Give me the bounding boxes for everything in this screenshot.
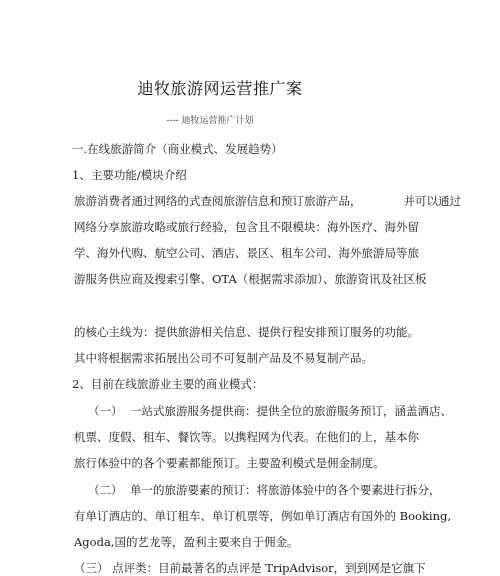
list-text: 单一的旅游要素的预订：将旅游体验中的各个要素进行拆分，	[130, 483, 441, 497]
document-subtitle: ---- 迪牧运营推广计划	[166, 116, 254, 126]
paragraph-line: 的核心主线为：提供旅游相关信息、提供行程安排预订服务的功能。	[74, 325, 419, 339]
list-number: （一）	[88, 404, 123, 418]
paragraph-line: 机票、度假、租车、餐饮等。以携程网为代表。在他们的上，基本你	[74, 430, 419, 444]
paragraph-line: 有单订酒店的、单订租车、单订机票等，例如单订酒店有国外的 Booking,	[74, 509, 452, 523]
list-text: 一站式旅游服务提供商：提供全位的旅游服务预订，涵盖酒店、	[130, 404, 452, 418]
paragraph-line: 其中将根据需求拓展出公司不可复制产品及不易复制产品。	[74, 351, 373, 365]
section-heading: 一.在线旅游简介（商业模式、发展趋势）	[72, 142, 283, 156]
paragraph-line: 学、海外代购、航空公司、酒店、景区、租车公司、海外旅游局等旅	[74, 246, 419, 260]
paragraph-text: 旅游消费者通过网络的式查阅旅游信息和预订旅游产品，	[74, 194, 362, 208]
paragraph-line: 网络分享旅游攻略或旅行经验，包含且不限模块：海外医疗、海外留	[74, 220, 419, 234]
subsection-heading: 1、主要功能/模块介绍	[72, 168, 187, 182]
paragraph-line: 旅行体验中的各个要素都能预订。主要盈利模式是佣金制度。	[74, 456, 385, 470]
paragraph-line	[74, 193, 461, 209]
subsection-heading: 2、目前在线旅游业主要的商业模式：	[72, 377, 264, 391]
paragraph-text: 并可以通过	[403, 194, 461, 208]
list-item-line	[74, 403, 452, 419]
document-title: 迪牧旅游网运营推广案	[137, 79, 303, 98]
paragraph-line: Agoda,国的艺龙等，盈利主要来自于佣金。	[74, 535, 299, 549]
paragraph-line: 游服务供应商及搜索引擎、OTA（根据需求添加）、旅游资讯及社区板	[74, 272, 427, 286]
paragraph-line-partial: （三） 点评类：目前最著名的点评是 TripAdvisor，到到网是它旗下	[74, 561, 426, 575]
list-item-line	[74, 482, 441, 498]
list-number: （二）	[88, 483, 123, 497]
